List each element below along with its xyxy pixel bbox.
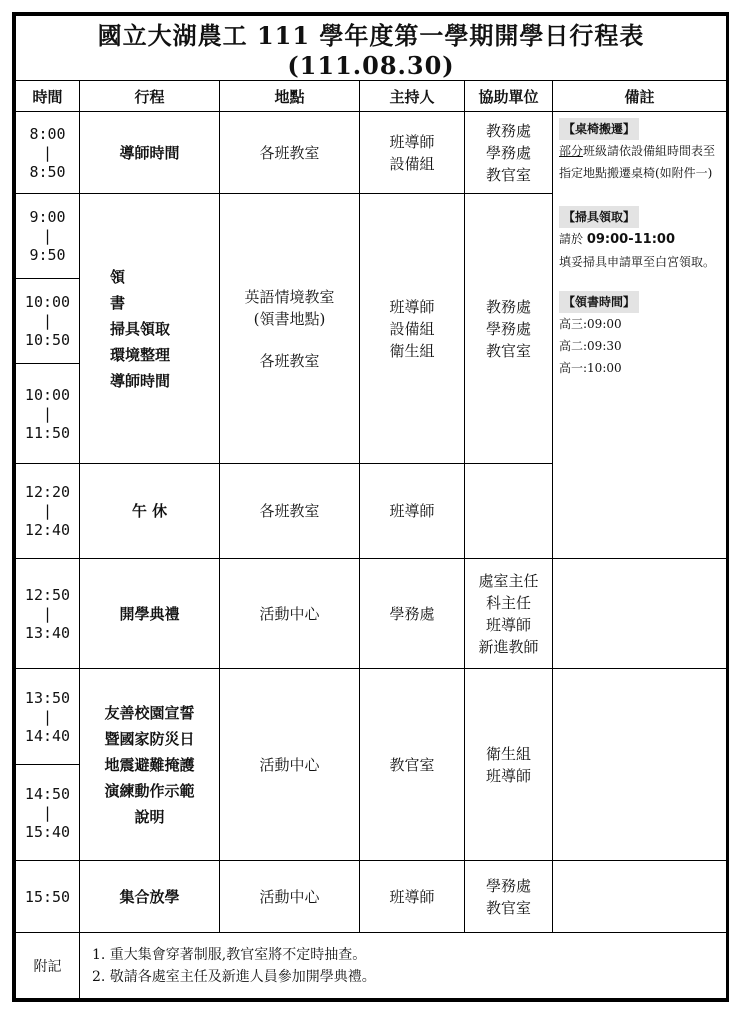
time-start: 10:00 <box>24 385 71 404</box>
event-cell: 集合放學 <box>80 861 220 933</box>
header-notes: 備註 <box>553 81 727 112</box>
host-cell <box>360 112 465 194</box>
time-start: 8:00 <box>29 124 66 143</box>
note-book-time: 高三:09:00 <box>559 317 622 331</box>
header-place: 地點 <box>220 81 360 112</box>
header-row <box>16 81 727 112</box>
time-cell <box>16 464 80 559</box>
time-start: 12:20 <box>24 483 71 501</box>
event-line: 掃具領取 <box>110 319 171 338</box>
note-desk-underline: 部分 <box>559 144 584 158</box>
assist-cell <box>465 194 553 464</box>
place-cell: 活動中心 <box>220 861 360 933</box>
footer-item: 1. 重大集會穿著制服,教官室將不定時抽查。 <box>92 946 367 963</box>
time-cell <box>16 194 80 279</box>
assist-line: 處室主任 <box>478 571 539 590</box>
place-line: 各班教室 <box>259 351 320 370</box>
note-tool-text: 填妥掃具申請單至白宮領取。 <box>559 255 716 269</box>
host-cell: 班導師 <box>360 464 465 559</box>
time-bar: | <box>42 404 53 423</box>
host-line: 班導師 <box>389 132 435 151</box>
header-event: 行程 <box>80 81 220 112</box>
time-bar: | <box>42 143 53 162</box>
time-cell <box>16 279 80 364</box>
event-line: 說明 <box>134 807 165 826</box>
place-line: 英語情境教室 <box>244 287 335 306</box>
assist-line: 科主任 <box>485 593 531 612</box>
place-cell <box>220 194 360 464</box>
time-start: 14:50 <box>24 784 71 803</box>
assist-cell <box>465 861 553 933</box>
host-line: 設備組 <box>389 154 435 173</box>
header-host: 主持人 <box>360 81 465 112</box>
note-desk-text: 班級請依設備組時間表至指定地點搬遷桌椅(如附件一) <box>559 144 716 180</box>
event-line: 地震避難掩護 <box>104 755 195 774</box>
place-cell: 各班教室 <box>220 112 360 194</box>
time-bar: | <box>42 502 53 520</box>
time-cell <box>16 112 80 194</box>
note-tool-time: 09:00-11:00 <box>586 232 675 247</box>
time-end: 14:40 <box>24 726 71 745</box>
event-line: 導師時間 <box>110 371 171 390</box>
time-end: 15:40 <box>24 822 71 841</box>
time-end: 9:50 <box>29 246 66 264</box>
assist-line: 學務處 <box>485 143 531 162</box>
event-cell: 導師時間 <box>80 112 220 194</box>
event-cell: 午 休 <box>80 464 220 559</box>
table-row <box>16 861 727 933</box>
host-line: 班導師 <box>389 297 435 316</box>
header-time: 時間 <box>16 81 80 112</box>
time-bar: | <box>42 803 53 822</box>
time-cell <box>16 669 80 765</box>
assist-line: 教務處 <box>485 297 531 316</box>
header-assist: 協助單位 <box>465 81 553 112</box>
place-cell: 活動中心 <box>220 559 360 669</box>
event-cell: 開學典禮 <box>80 559 220 669</box>
time-cell <box>16 559 80 669</box>
assist-cell <box>465 464 553 559</box>
assist-cell <box>465 559 553 669</box>
time-end: 12:40 <box>24 521 71 539</box>
footer-label: 附記 <box>16 933 80 999</box>
host-cell: 班導師 <box>360 861 465 933</box>
assist-line: 班導師 <box>485 766 531 785</box>
event-line: 暨國家防災日 <box>104 729 195 748</box>
time-start: 10:00 <box>24 293 71 311</box>
assist-line: 學務處 <box>485 876 531 895</box>
table-row <box>16 112 727 194</box>
table-row <box>16 559 727 669</box>
note-tag-desk: 【桌椅搬遷】 <box>559 118 639 140</box>
assist-line: 教務處 <box>485 121 531 140</box>
host-cell: 學務處 <box>360 559 465 669</box>
notes-cell <box>553 669 727 861</box>
event-cell <box>80 669 220 861</box>
event-line: 演練動作示範 <box>104 781 195 800</box>
time-bar: | <box>42 604 53 623</box>
event-line: 友善校園宣誓 <box>104 703 195 722</box>
time-end: 8:50 <box>29 162 66 181</box>
assist-cell <box>465 669 553 861</box>
table-row <box>16 669 727 765</box>
time-bar: | <box>42 312 53 330</box>
note-tag-tool: 【掃具領取】 <box>559 206 639 228</box>
time-end: 13:40 <box>24 623 71 642</box>
assist-line: 衛生組 <box>485 744 531 763</box>
note-book-time: 高一:10:00 <box>559 361 622 375</box>
place-line: (領書地點) <box>253 309 326 328</box>
time-end: 10:50 <box>24 331 71 349</box>
footer-notes <box>80 933 727 999</box>
event-line: 環境整理 <box>110 345 171 364</box>
assist-line: 教官室 <box>485 898 531 917</box>
assist-line: 教官室 <box>485 341 531 360</box>
time-start: 9:00 <box>29 208 66 226</box>
footer-row <box>16 933 727 999</box>
time-bar: | <box>42 227 53 245</box>
assist-cell <box>465 112 553 194</box>
place-cell: 活動中心 <box>220 669 360 861</box>
place-cell: 各班教室 <box>220 464 360 559</box>
note-tag-book: 【領書時間】 <box>559 291 639 313</box>
page-title: 國立大湖農工 111 學年度第一學期開學日行程表(111.08.30) <box>16 16 727 81</box>
time-cell <box>16 364 80 464</box>
note-book-time: 高二:09:30 <box>559 339 622 353</box>
assist-line: 學務處 <box>485 319 531 338</box>
host-cell: 教官室 <box>360 669 465 861</box>
footer-item: 2. 敬請各處室主任及新進人員參加開學典禮。 <box>92 968 376 985</box>
assist-line: 新進教師 <box>478 637 539 656</box>
notes-cell <box>553 559 727 669</box>
time-end: 11:50 <box>24 423 71 442</box>
time-bar: | <box>42 707 53 726</box>
host-line: 設備組 <box>389 319 435 338</box>
host-cell <box>360 194 465 464</box>
note-tool-pre: 請於 <box>559 232 584 246</box>
time-cell <box>16 765 80 861</box>
assist-line: 班導師 <box>485 615 531 634</box>
notes-cell <box>553 112 727 559</box>
event-cell <box>80 194 220 464</box>
notes-cell <box>553 861 727 933</box>
time-start: 13:50 <box>24 688 71 707</box>
time-start: 12:50 <box>24 585 71 604</box>
host-line: 衛生組 <box>389 341 435 360</box>
assist-line: 教官室 <box>485 165 531 184</box>
schedule-table <box>15 15 727 999</box>
time-cell: 15:50 <box>16 861 80 933</box>
event-line: 領 書 <box>110 267 156 312</box>
